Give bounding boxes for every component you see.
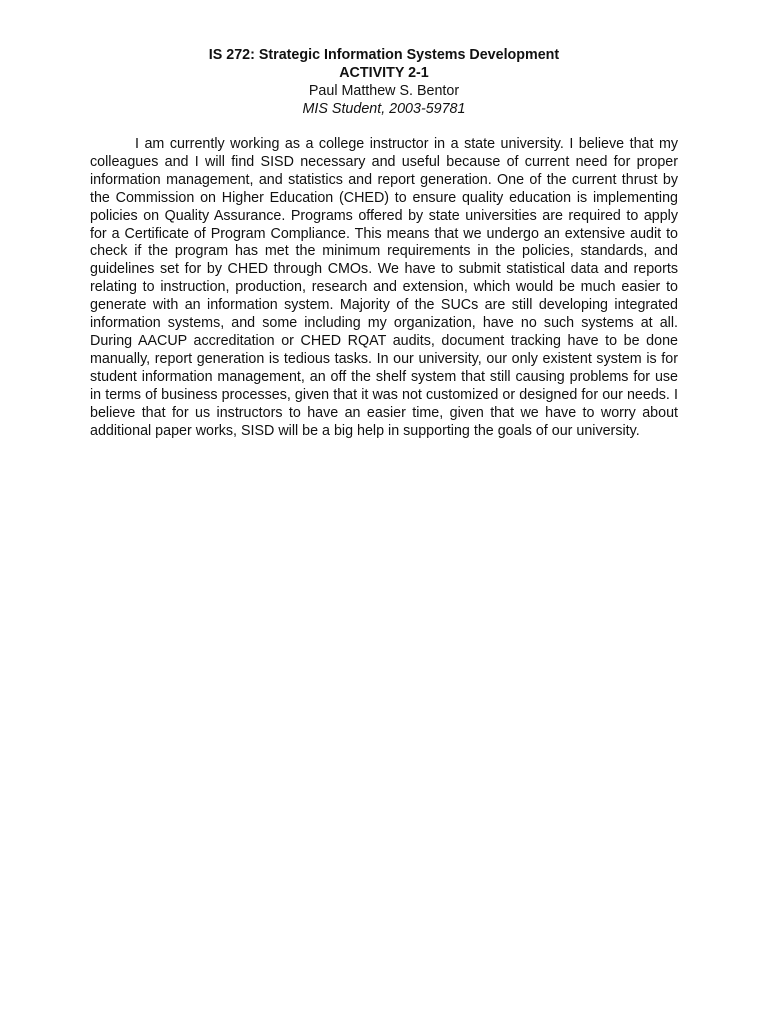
body-paragraph: I am currently working as a college instructor in a state university. I believe that my colleagues and I will find SISD necessary and useful because of current need for proper information management, and statistics and report generation. One of the current thrust by the Commission on Higher Education (CHED) to ensure quality education is implementing policies on Quality Assurance. Programs offered by state universities are required to apply for a Certificate of Program Compliance. This means that we undergo an extensive audit to check if the program has met the minimum requirements in the policies, standards, and guidelines set for by CHED through CMOs. We have to submit statistical data and reports relating to instruction, production, research and extension, which would be much easier to generate with an information system. Majority of the SUCs are still developing integrated information systems, and some including my organization, have no such systems at all. During AACUP accreditation or CHED RQAT audits, document tracking have to be done manually, report generation is tedious tasks. In our university, our only existent system is for student information management, an off the shelf system that still causing problems for use in terms of business processes, given that it was not customized or designed for our needs. I believe that for us instructors to have an easier time, given that we have to worry about additional paper works, SISD will be a big help in supporting the goals of our university. bbox=[90, 136, 678, 439]
document-header bbox=[90, 46, 678, 118]
document-title: IS 272: Strategic Information Systems Development bbox=[208, 47, 560, 63]
author-name: Paul Matthew S. Bentor bbox=[308, 83, 460, 99]
activity-label: ACTIVITY 2-1 bbox=[339, 65, 429, 81]
author-role: MIS Student, 2003-59781 bbox=[302, 101, 466, 117]
